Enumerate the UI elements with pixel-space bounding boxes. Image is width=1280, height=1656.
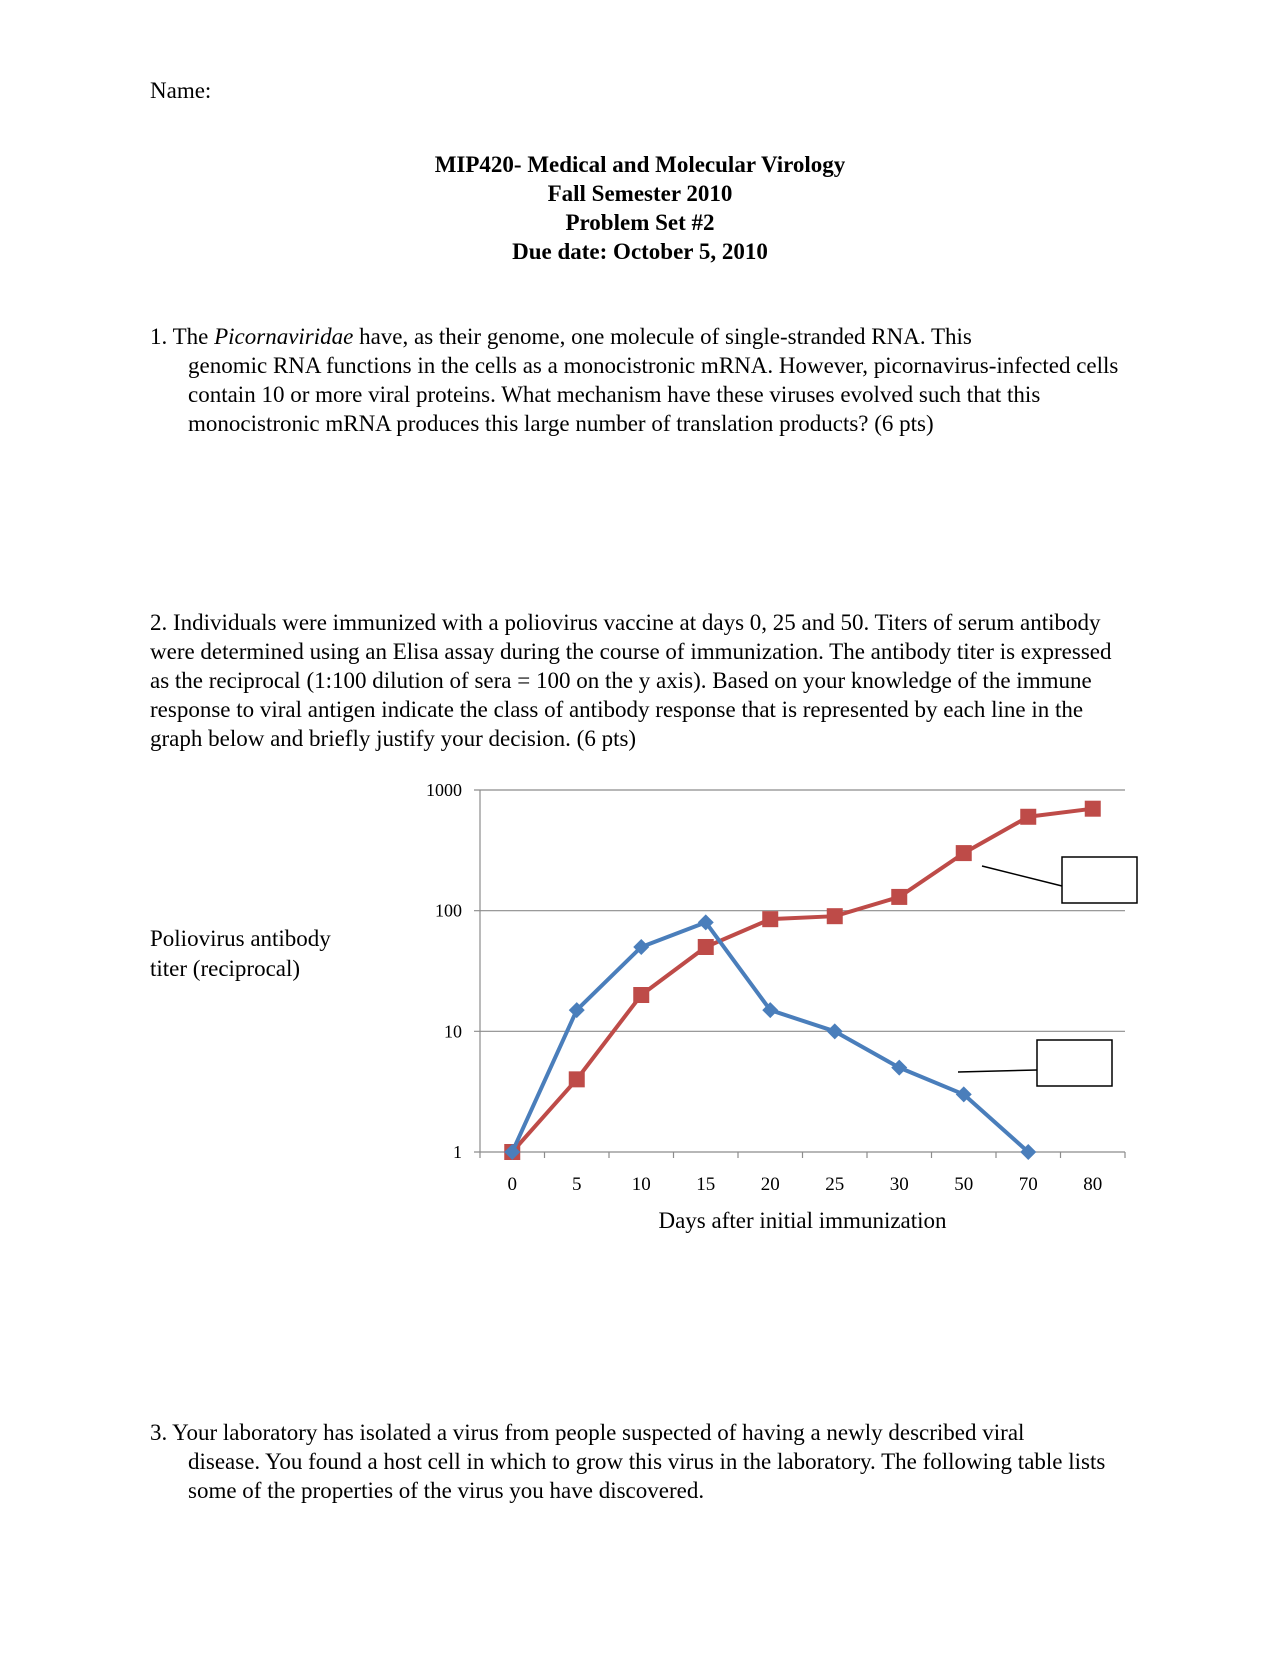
series-line-blue [512, 922, 1028, 1152]
q1-prefix: 1. The [150, 324, 215, 349]
question-3 [150, 1418, 1130, 1505]
data-point-square [1020, 809, 1036, 825]
x-tick-label: 0 [507, 1174, 517, 1195]
data-point-square [827, 908, 843, 924]
y-tick-label: 1000 [426, 780, 462, 800]
semester: Fall Semester 2010 [547, 181, 733, 206]
question-2: 2. Individuals were immunized with a poliovirus vaccine at days 0, 25 and 50. Titers of serum antibody were determined using an Elisa assay during the course of immunization. The antibody titer is expressed as the reciprocal (1:100 dilution of sera = 100 on the y axis). Based on your knowledge of the immune response to viral antigen indicate the class of antibody response that is represented by each line in the graph below and briefly justify your decision. (6 pts) [150, 610, 1112, 751]
due-date: Due date: October 5, 2010 [512, 239, 768, 264]
problem-set-number: Problem Set #2 [565, 210, 715, 235]
y-tick-label: 100 [435, 900, 462, 921]
x-tick-label: 30 [889, 1174, 909, 1195]
q1-italic-term: Picornaviridae [214, 324, 354, 349]
x-tick-label: 50 [954, 1174, 974, 1195]
data-point-square [956, 845, 972, 861]
data-point-square [891, 889, 907, 905]
series-line-red [512, 809, 1093, 1152]
data-point-square [633, 987, 649, 1003]
data-point-square [569, 1071, 585, 1087]
y-tick-label: 1 [453, 1142, 462, 1162]
data-point-diamond [827, 1023, 843, 1039]
name-label: Name: [150, 78, 212, 103]
y-axis-title-line-1: Poliovirus antibody [150, 926, 331, 951]
x-tick-label: 25 [825, 1174, 845, 1195]
answer-box-blue-line [1037, 1040, 1112, 1086]
data-point-square [1085, 801, 1101, 817]
answer-box-red-line [1062, 857, 1137, 903]
leader-line-red [982, 866, 1062, 886]
x-tick-label: 80 [1083, 1174, 1103, 1195]
course-title: MIP420- Medical and Molecular Virology [434, 152, 846, 177]
y-axis-title-line-2: titer (reciprocal) [150, 956, 301, 981]
data-point-diamond [891, 1060, 907, 1076]
q1-first-line-rest: have, as their genome, one molecule of single-stranded RNA. This [353, 324, 972, 349]
x-tick-label: 10 [631, 1174, 651, 1195]
q3-continuation: disease. You found a host cell in which to grow this virus in the laboratory. The following table lists some of the properties of the virus you have discovered. [188, 1449, 1106, 1503]
q1-continuation: genomic RNA functions in the cells as a monocistronic mRNA. However, picornavirus-infected cells contain 10 or more viral proteins. What mechanism have these viruses evolved such that this monocistronic mRNA produces this large number of translation products? (6 pts) [188, 353, 1119, 436]
y-tick-label: 10 [444, 1021, 462, 1042]
x-axis-title: Days after initial immunization [658, 1208, 947, 1233]
x-tick-label: 20 [760, 1174, 780, 1195]
q3-first-line: 3. Your laboratory has isolated a virus from people suspected of having a newly described viral [150, 1420, 1025, 1445]
x-tick-label: 15 [696, 1174, 716, 1195]
data-point-square [762, 911, 778, 927]
x-tick-label: 5 [572, 1174, 582, 1195]
data-point-square [698, 939, 714, 955]
leader-line-blue [958, 1070, 1037, 1072]
x-tick-label: 70 [1018, 1174, 1038, 1195]
